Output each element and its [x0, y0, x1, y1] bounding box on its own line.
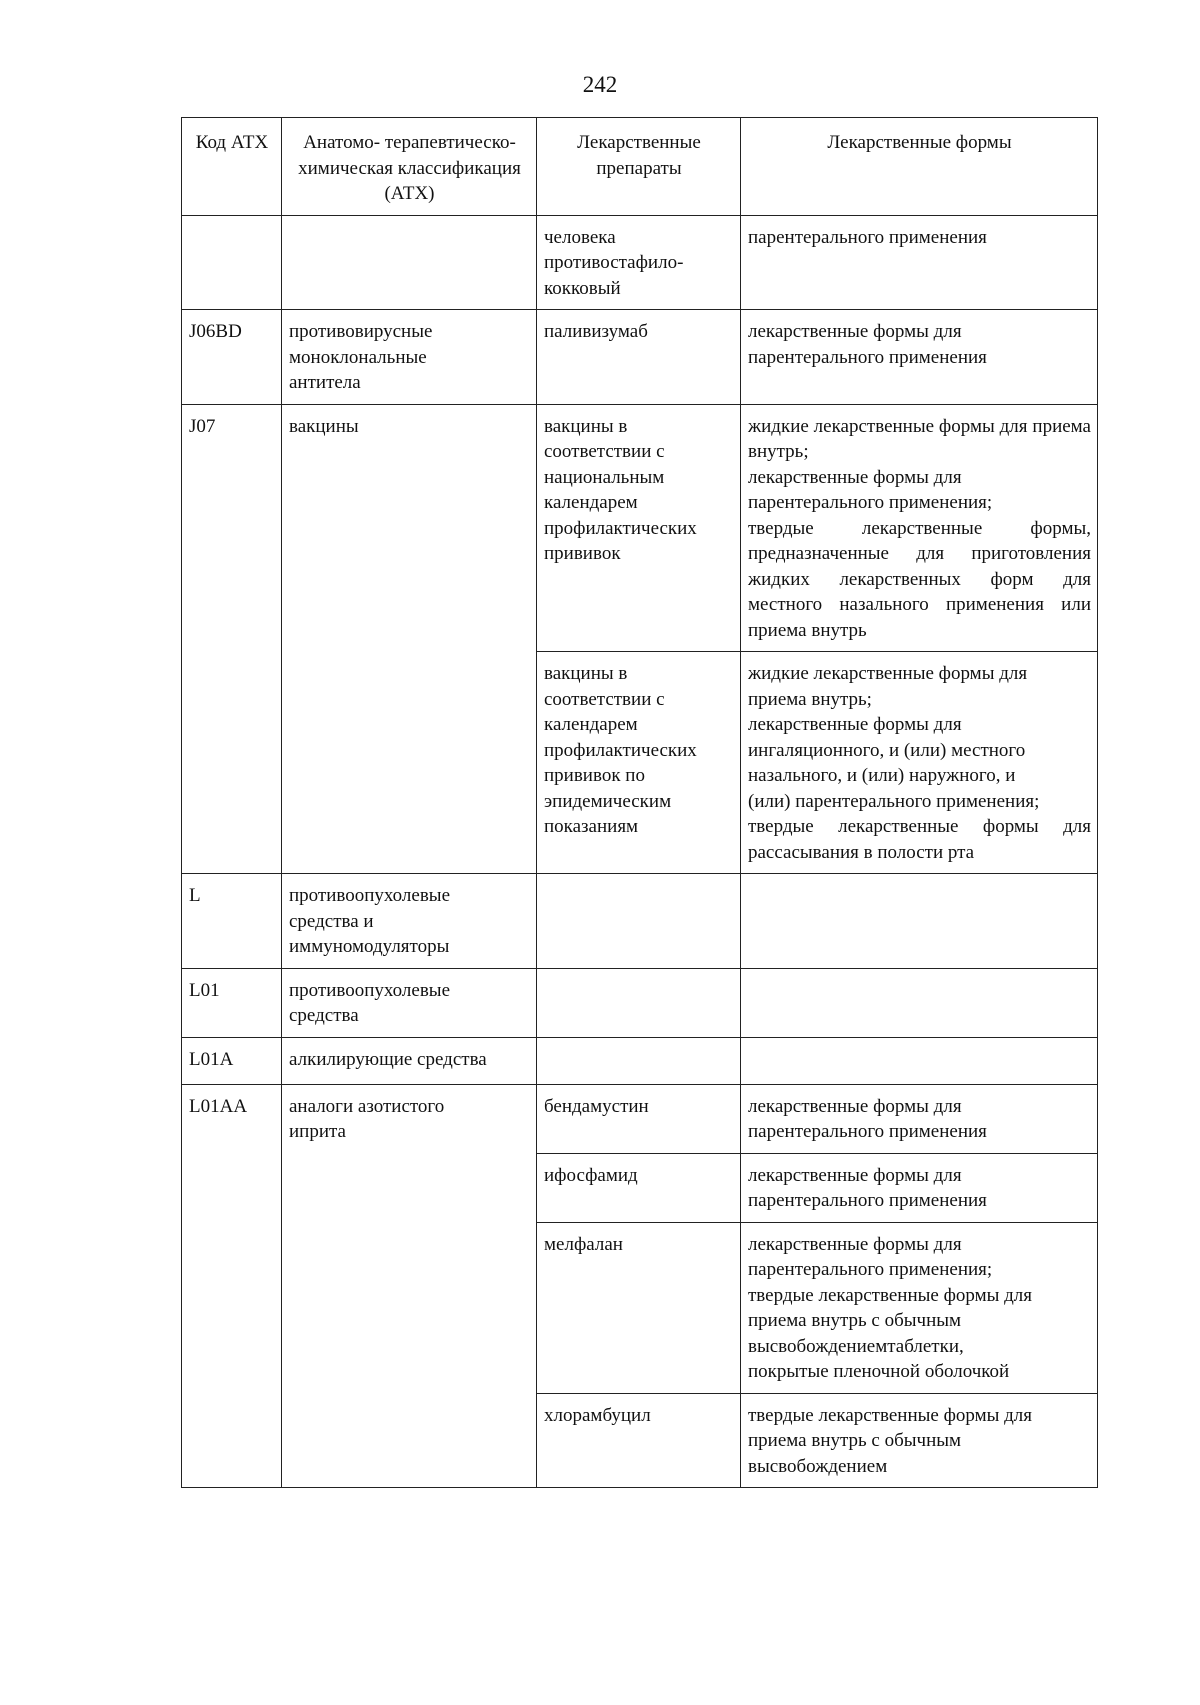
drug-cell: мелфалан	[537, 1222, 741, 1393]
header-row	[182, 118, 1098, 216]
table-row	[182, 968, 1098, 1037]
table-body	[182, 215, 1098, 1488]
table-row	[182, 404, 1098, 652]
header-code: Код АТХ	[182, 118, 282, 216]
atx-classification-cell: противоопухолевые средства и иммуномодуляторы	[282, 874, 537, 969]
atx-code-cell: L01A	[182, 1037, 282, 1084]
atx-classification-cell: аналоги азотистого иприта	[282, 1084, 537, 1488]
dosage-forms-cell: твердые лекарственные формы для приема внутрь с обычным высвобождением	[741, 1393, 1098, 1488]
atx-code-cell	[182, 215, 282, 310]
drug-cell: ифосфамид	[537, 1153, 741, 1222]
table-row	[182, 215, 1098, 310]
table-row	[182, 1037, 1098, 1084]
dosage-forms-cell: парентерального применения	[741, 215, 1098, 310]
atx-table	[181, 117, 1098, 1488]
atx-classification-cell	[282, 215, 537, 310]
drug-cell: вакцины в соответствии с национальным календарем профилактических прививок	[537, 404, 741, 652]
dosage-forms-cell: лекарственные формы для парентерального применения	[741, 1084, 1098, 1153]
atx-classification-cell: алкилирующие средства	[282, 1037, 537, 1084]
drug-cell	[537, 968, 741, 1037]
table-row	[182, 874, 1098, 969]
atx-classification-cell: противовирусные моноклональные антитела	[282, 310, 537, 405]
atx-code-cell: J06BD	[182, 310, 282, 405]
atx-classification-cell: противоопухолевые средства	[282, 968, 537, 1037]
atx-classification-cell: вакцины	[282, 404, 537, 874]
header-forms: Лекарственные формы	[741, 118, 1098, 216]
drug-cell: паливизумаб	[537, 310, 741, 405]
dosage-forms-cell: лекарственные формы для парентерального применения	[741, 310, 1098, 405]
dosage-forms-cell: жидкие лекарственные формы для приема внутрь; лекарственные формы для парентерального применения; твердые лекарственные формы, предназначенные для приготовления жидких лекарственных форм для местного назального применения или приема внутрь	[741, 404, 1098, 652]
dosage-forms-cell	[741, 968, 1098, 1037]
table-row	[182, 1084, 1098, 1153]
drug-cell: человека противостафило- кокковый	[537, 215, 741, 310]
dosage-forms-cell: жидкие лекарственные формы для приема внутрь; лекарственные формы для ингаляционного, и (или) местного назального, и (или) наружного, и (или) парентерального применения; твердые лекарственные формы для рассасывания в полости рта	[741, 652, 1098, 874]
drug-cell	[537, 874, 741, 969]
table-row	[182, 310, 1098, 405]
drug-cell: бендамустин	[537, 1084, 741, 1153]
header-classification: Анатомо- терапевтическо- химическая классификация (АТХ)	[282, 118, 537, 216]
drug-cell: хлорамбуцил	[537, 1393, 741, 1488]
atx-code-cell: J07	[182, 404, 282, 874]
atx-code-cell: L	[182, 874, 282, 969]
atx-code-cell: L01	[182, 968, 282, 1037]
drug-cell	[537, 1037, 741, 1084]
dosage-forms-cell	[741, 1037, 1098, 1084]
drug-cell: вакцины в соответствии с календарем профилактических прививок по эпидемическим показаниям	[537, 652, 741, 874]
page-number: 242	[582, 72, 618, 97]
header-drugs: Лекарственные препараты	[537, 118, 741, 216]
atx-code-cell: L01AA	[182, 1084, 282, 1488]
dosage-forms-cell	[741, 874, 1098, 969]
dosage-forms-cell: лекарственные формы для парентерального применения; твердые лекарственные формы для приема внутрь с обычным высвобождениемтаблетки, покрытые пленочной оболочкой	[741, 1222, 1098, 1393]
dosage-forms-cell: лекарственные формы для парентерального применения	[741, 1153, 1098, 1222]
